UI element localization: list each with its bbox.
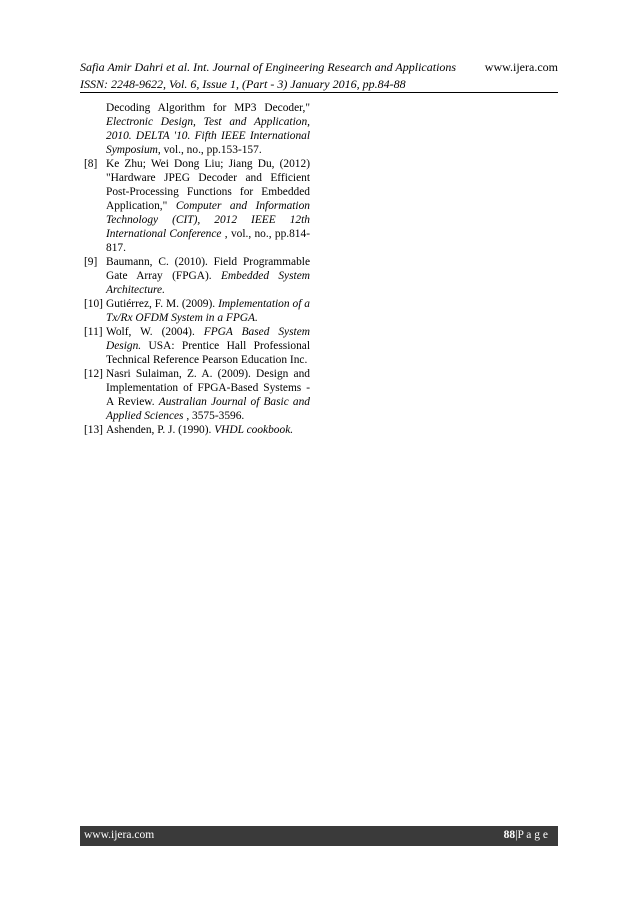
ref-venue: Computer and Information Technology (CIT), 2012 IEEE 12th International Conference (106, 200, 310, 240)
ref-title: VHDL cookbook. (214, 424, 294, 436)
ref-pages: , vol., no., pp.814-817. (106, 228, 310, 254)
ref-text: Ashenden, P. J. (1990). (106, 424, 215, 436)
ref-number: [13] (84, 424, 103, 436)
reference-13 (84, 423, 310, 437)
header-divider (80, 92, 558, 93)
ref-text: Decoding Algorithm for MP3 Decoder," (106, 102, 310, 114)
page-number: 88 (503, 829, 516, 841)
ref-pages: , vol., no., pp.153-157. (157, 144, 262, 156)
reference-continuation (84, 101, 310, 157)
page-footer (80, 826, 558, 846)
ref-text: Nasri Sulaiman, Z. A. (2009). Design and Implementation of FPGA-Based Systems - A Review. (106, 368, 310, 408)
ref-number: [12] (84, 368, 103, 380)
reference-8 (84, 157, 310, 255)
reference-list (84, 101, 310, 437)
reference-11 (84, 325, 310, 367)
running-header-citation: Safia Amir Dahri et al. Int. Journal of Engineering Research and Applications (80, 60, 457, 74)
ref-number: [11] (84, 326, 103, 338)
reference-12 (84, 367, 310, 423)
ref-text: Wolf, W. (2004). (106, 326, 204, 338)
ref-pages: , 3575-3596. (183, 410, 245, 422)
ref-venue: Embedded System Architecture. (106, 270, 310, 296)
ref-title: FPGA Based System Design. (106, 326, 310, 352)
running-header-issn: ISSN: 2248-9622, Vol. 6, Issue 1, (Part - 3) January 2016, pp.84-88 (80, 77, 406, 91)
reference-9 (84, 255, 310, 297)
ref-venue: Electronic Design, Test and Application, 2010. DELTA '10. Fifth IEEE International Symposium (106, 116, 310, 156)
ref-number: [8] (84, 158, 98, 170)
ref-text: Gutiérrez, F. M. (2009). (106, 298, 219, 310)
ref-publisher: USA: Prentice Hall Professional Technical Reference Pearson Education Inc. (106, 340, 310, 366)
footer-journal-url[interactable]: www.ijera.com (84, 829, 155, 841)
ref-number: [9] (84, 256, 98, 268)
footer-page-number (504, 829, 548, 841)
ref-text: Ke Zhu; Wei Dong Liu; Jiang Du, (2012) "Hardware JPEG Decoder and Efficient Post-Processing Functions for Embedded Application," (106, 158, 310, 212)
ref-venue: Australian Journal of Basic and Applied Sciences (106, 396, 310, 422)
page-label: |P a g e (515, 829, 548, 841)
ref-title: Implementation of a Tx/Rx OFDM System in a FPGA. (106, 298, 311, 324)
ref-number: [10] (84, 298, 103, 310)
header-journal-url[interactable]: www.ijera.com (484, 60, 558, 74)
ref-text: Baumann, C. (2010). Field Programmable Gate Array (FPGA). (106, 256, 310, 282)
reference-10 (84, 297, 310, 325)
